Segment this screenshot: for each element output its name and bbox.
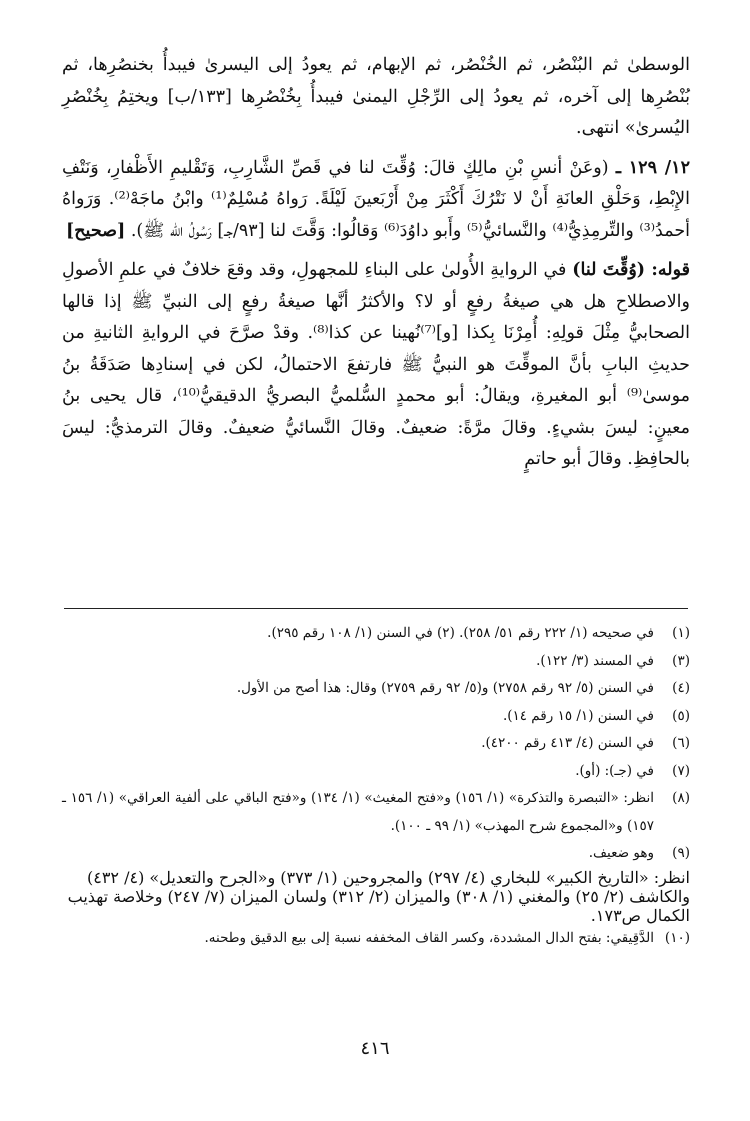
footnote-text: وهو ضعيف. [588, 845, 654, 861]
hadith-block [62, 153, 690, 248]
paragraph-text: الوسطىٰ ثم البُنْصُر، ثم الخُنْصُر، ثم الإبهام، ثم يعودُ إلى اليسرىٰ فيبدأُ بخنصُرِها، ثم بُنْصُرِها إلى آخره، ثم يعودُ إلى الرِّجْلِ اليمنىٰ فيبدأُ بِخُنْصُرِها [١٣٣/ب] ويختِمُ بِخُنْصُرِ اليُسرىٰ» انتهى. [62, 55, 690, 138]
footnote [62, 925, 690, 953]
hadith-grade: [صحيح] [65, 220, 126, 241]
paragraph-continuation [62, 50, 690, 145]
footnote-text: في صحيحه (١/ ٢٢٢ رقم ٥١/ ٢٥٨). (٢) في السنن (١/ ١٠٨ رقم ٢٩٥). [267, 625, 654, 641]
footnote-number: (٨) [672, 790, 690, 806]
footnote [62, 840, 690, 868]
footnote-text: في السنن (٤/ ٤١٣ رقم ٤٢٠٠). [481, 735, 654, 751]
footnote-text: في (جـ): (أو). [575, 762, 654, 779]
footnote-subtext: انظر: «التاريخ الكبير» للبخاري (٤/ ٢٩٧) والمجروحين (١/ ٣٧٣) و«الجرح والتعديل» (٤/ ٤٣٢) والكاشف (٢/ ٢٥) والمغني (١/ ٣٠٨) والميزان (٢/ ٣١٢) ولسان الميزان (٧/ ٢٤٧) وخلاصة تهذيب الكمال ص١٧٣. [67, 867, 690, 925]
footnote-number: (٤) [672, 680, 690, 696]
footnote-number: (١) [672, 625, 690, 641]
footnote-number: (٣) [672, 652, 690, 669]
footnote-text: في السنن (١/ ١٥ رقم ١٤). [502, 707, 654, 724]
footnote-divider [64, 608, 688, 609]
hadith-text: (وعَنْ أنسِ بْنِ مالِكٍ قالَ: وُقِّتَ لنا في قَصِّ الشَّارِبِ، وَتَقْليمِ الأَظْفارِ، وَنَتْفِ الإِبْطِ، وَحَلْقِ العانَةِ أَنْ لا نَتْرُكَ أَكْثَرَ مِنْ أَرْبَعينَ لَيْلَةً. رَواهُ مُسْلِمٌ⁽¹⁾ وابْنُ ماجَهْ⁽²⁾. وَرَواهُ أحمدُ⁽³⁾ والتِّرمِذِيُّ⁽⁴⁾ والنَّسائيُّ⁽⁵⁾ وأَبو داوُدَ⁽⁶⁾ وَقالُوا: وَقَّتَ لنا [٩٣/جـ] رَسُولُ الله ﷺ). [62, 157, 690, 241]
commentary-label: قوله: (وُقِّتَ لنا) [572, 260, 690, 280]
footnote-number: (٥) [672, 707, 690, 724]
footnote [62, 620, 690, 648]
footnote [62, 785, 690, 840]
footnote-number: (٦) [672, 735, 690, 751]
footnote [62, 730, 690, 758]
footnote-text: انظر: «التبصرة والتذكرة» (١/ ١٥٦) و«فتح المغيث» (١/ ١٣٤) و«فتح الباقي على ألفية العراقي» (١/ ١٥٦ ـ ١٥٧) و«المجموع شرح المهذب» (١/ ٩٩ ـ ١٠٠). [62, 790, 654, 834]
hadith-number: ١٢/ ١٢٩ ـ [615, 157, 690, 178]
footnote [62, 648, 690, 676]
footnotes [62, 620, 690, 952]
commentary-text: في الروايةِ الأُولىٰ على البناءِ للمجهولِ، وقد وقعَ خلافٌ في علمِ الأصولِ والاصطلاحِ هل هي صيغةُ رفعٍ أو لا؟ والأكثرُ أنَّها صيغةُ رفعٍ إلى النبيِّ ﷺ إذا قالها الصحابيُّ مِثْلَ قولِهِ: أُمِرْنَا بِكذا [و]⁽⁷⁾نُهينا عن كذا⁽⁸⁾. وقدْ صرَّحَ في الروايةِ الثانيةِ من حديثِ البابِ بأنَّ الموقِّتَ هو النبيُّ ﷺ فارتفعَ الاحتمالُ، لكن في إسنادِها صَدَقَةُ بنُ موسىٰ⁽⁹⁾ أبو المغيرةِ، ويقالُ: أبو محمدٍ السُّلميُّ البصريُّ الدقيقيُّ⁽¹⁰⁾، قال يحيى بنُ معينٍ: ليسَ بشيءٍ. وقالَ مرَّةً: ضعيفٌ. وقالَ النَّسائيُّ ضعيفٌ. وقالَ الترمذيُّ: ليسَ بالحافِظِ. وقالَ أبو حاتمٍ [62, 260, 690, 469]
footnote [62, 758, 690, 786]
footnote-text: في المسند (٣/ ١٢٢). [536, 652, 654, 669]
commentary-block [62, 255, 690, 476]
footnote-text: في السنن (٥/ ٩٢ رقم ٢٧٥٨) و(٥/ ٩٢ رقم ٢٧٥٩) وقال: هذا أصح من الأول. [236, 680, 654, 696]
footnote-text: الدَّقِيقي: بفتح الدال المشددة، وكسر القاف المخففه نسبة إلى بيع الدقيق وطحنه. [204, 929, 654, 946]
footnote-number: (١٠) [664, 929, 690, 946]
page-number: ٤١٦ [360, 1038, 390, 1059]
footnote [62, 675, 690, 703]
footnote [62, 703, 690, 731]
footnote-number: (٧) [672, 762, 690, 779]
main-text [62, 50, 690, 476]
footnote-number: (٩) [672, 845, 690, 861]
